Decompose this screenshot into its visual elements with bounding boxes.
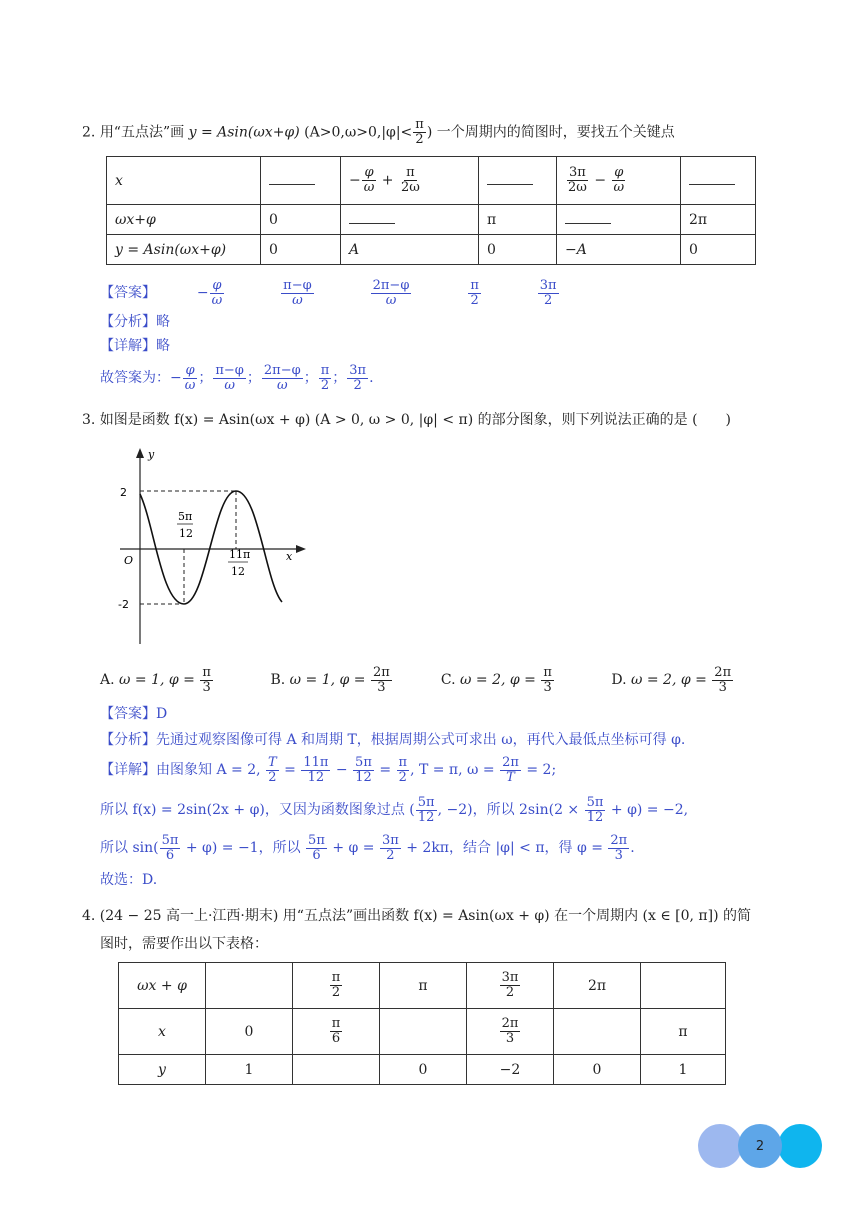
q2-blank	[269, 173, 315, 185]
sine-curve	[140, 491, 282, 604]
q3-answer: 【答案】D	[100, 706, 168, 722]
q4-r1c5: $\frac{3\pi}{2}$	[467, 963, 554, 1009]
q3-options	[100, 662, 734, 698]
q2-blank	[689, 173, 735, 185]
q3-detail-1: 【详解】由图象知 A = 2, $\frac{T}{2}$ = $\frac{11\pi}{12}$ − $\frac{5\pi}{12}$ = $\frac{\pi}{2}$ , T = π, ω = $\frac{2\pi}{T}$ = 2;	[100, 754, 557, 785]
q2-row1-label: x	[107, 157, 261, 205]
q4-table	[118, 962, 726, 1085]
xtick-5pi12-den: 12	[179, 527, 193, 540]
option-d[interactable]: D. ω = 2, φ = $\frac{2\pi}{3}$	[611, 664, 732, 695]
q4-r1c3: $\frac{\pi}{2}$	[293, 963, 380, 1009]
q2-r2c1: 0	[261, 205, 341, 235]
q2-answer-1: $\frac{\varphi}{\omega}$	[211, 277, 223, 308]
q2-stem-frac-den: 2	[415, 132, 424, 147]
q2-r3c2: A	[341, 235, 479, 265]
q2-r2c2	[341, 205, 479, 235]
q4-r3c2: 1	[206, 1055, 293, 1085]
q4-r3c3	[293, 1055, 380, 1085]
q4-stem-1: 4. (24 − 25 高一上·江西·期末) 用“五点法”画出函数 f(x) = Asin(ωx + φ) 在一个周期内 (x ∈ [0, π]) 的简	[82, 908, 752, 924]
q2-blank	[565, 212, 611, 224]
q2-stem-cond: (A>0,ω>0,|φ|<	[304, 124, 413, 141]
q3-analysis: 【分析】先通过观察图像可得 A 和周期 T，根据周期公式可求出 ω，再代入最低点坐标可得 φ.	[100, 732, 686, 748]
ytick-2: 2	[120, 486, 127, 499]
q3-detail-3: 所以 sin( $\frac{5\pi}{6}$ + φ) = −1，所以 $\frac{5\pi}{6}$ + φ = $\frac{3\pi}{2}$ + 2kπ，结合 |φ| < π，得 φ = $\frac{2\pi}{3}$ .	[100, 832, 635, 863]
q2-r2c4	[557, 205, 681, 235]
q2-stem-frac-num: π	[415, 117, 424, 132]
q4-row2-label: x	[119, 1009, 206, 1055]
xtick-11pi12-den: 12	[231, 565, 245, 578]
q4-r1c6: 2π	[554, 963, 641, 1009]
q4-r2c3: $\frac{\pi}{6}$	[293, 1009, 380, 1055]
q2-r1c5	[681, 157, 756, 205]
option-c[interactable]: C. ω = 2, φ = $\frac{\pi}{3}$	[440, 664, 552, 695]
q2-stem-a: 用“五点法”画	[99, 124, 185, 141]
q2-stem-frac	[413, 118, 426, 147]
q4-row1-label: ωx + φ	[119, 963, 206, 1009]
q2-row2-label: ωx+φ	[107, 205, 261, 235]
q2-r1c4: $\frac{3\pi}{2\omega}$ − $\frac{\varphi}{\omega}$	[557, 157, 681, 205]
origin-label: O	[124, 554, 134, 567]
option-a[interactable]: A. ω = 1, φ = $\frac{\pi}{3}$	[100, 664, 211, 695]
q2-r1c2: − $\frac{\varphi}{\omega}$ + $\frac{\pi}{2\omega}$	[341, 157, 479, 205]
q2-answer: 【答案】 − $\frac{\varphi}{\omega}$ $\frac{\pi-\varphi}{\omega}$ $\frac{2\pi-\varphi}{\omega}$ $\frac{\pi}{2}$ $\frac{3\pi}{2}$	[100, 277, 557, 308]
q2-answer-5: $\frac{3\pi}{2}$	[539, 277, 557, 308]
page-circle-left	[698, 1124, 742, 1168]
q2-r2c3: π	[479, 205, 557, 235]
q3-graph	[100, 444, 330, 654]
q2-r1c3	[479, 157, 557, 205]
q3-final: 故选：D.	[100, 872, 158, 888]
q2-stem	[82, 118, 675, 147]
q4-stem-2: 图时，需要作出以下表格：	[100, 936, 268, 952]
q2-answer-tag: 【答案】	[100, 285, 156, 301]
q2-final: 故答案为：− $\frac{\varphi}{\omega}$ ； $\frac{\pi-\varphi}{\omega}$ ； $\frac{2\pi-\varphi}{\omega}$ ； $\frac{\pi}{2}$ ； $\frac{3\pi}{2}$ .	[100, 362, 374, 393]
xtick-11pi12-num: 11π	[229, 548, 251, 561]
q4-r2c4	[380, 1009, 467, 1055]
q2-detail: 【详解】略	[100, 338, 170, 354]
q4-r1c2	[206, 963, 293, 1009]
q4-r2c6	[554, 1009, 641, 1055]
q2-r3c3: 0	[479, 235, 557, 265]
ytick-neg2: -2	[118, 598, 129, 611]
q4-r1c4: π	[380, 963, 467, 1009]
q2-blank	[349, 212, 395, 224]
q2-answer-3: $\frac{2\pi-\varphi}{\omega}$	[372, 277, 410, 308]
q3-stem: 3. 如图是函数 f(x) = Asin(ωx + φ) (A > 0, ω > 0, |φ| < π) 的部分图象，则下列说法正确的是 ( )	[82, 412, 732, 428]
q2-stem-close: )	[426, 124, 433, 141]
q3-detail-2: 所以 f(x) = 2sin(2x + φ)，又因为函数图象过点 ( $\frac{5\pi}{12}$ , −2)，所以 2sin(2 × $\frac{5\pi}{12}$ + φ) = −2,	[100, 794, 689, 825]
q2-blank	[487, 173, 533, 185]
page-circle-center	[738, 1124, 782, 1168]
xtick-5pi12-num: 5π	[178, 510, 193, 523]
q2-answer-4: $\frac{\pi}{2}$	[470, 277, 479, 308]
q2-stem-b: 一个周期内的简图时，要找五个关键点	[436, 124, 675, 141]
q4-r1c7	[641, 963, 726, 1009]
q4-r3c7: 1	[641, 1055, 726, 1085]
x-label: x	[286, 550, 293, 563]
q4-r3c5: −2	[467, 1055, 554, 1085]
page-number: 2	[755, 1138, 765, 1154]
q4-row3-label: y	[119, 1055, 206, 1085]
q2-stem-formula: y = Asin(ωx+φ)	[188, 124, 300, 141]
q2-answer-2: $\frac{\pi-\varphi}{\omega}$	[283, 277, 312, 308]
y-axis-arrow	[136, 448, 144, 458]
page-circle-right	[778, 1124, 822, 1168]
q2-r3c1: 0	[261, 235, 341, 265]
q2-r1c1	[261, 157, 341, 205]
option-b[interactable]: B. ω = 1, φ = $\frac{2\pi}{3}$	[270, 664, 390, 695]
q2-r3c4: −A	[557, 235, 681, 265]
q4-r3c6: 0	[554, 1055, 641, 1085]
q2-number: 2.	[82, 124, 96, 141]
q4-r3c4: 0	[380, 1055, 467, 1085]
q4-r2c2: 0	[206, 1009, 293, 1055]
q2-row3-label: y = Asin(ωx+φ)	[107, 235, 261, 265]
q2-analysis: 【分析】略	[100, 314, 170, 330]
page-indicator	[698, 1124, 822, 1168]
q2-table	[106, 156, 756, 265]
q4-r2c5: $\frac{2\pi}{3}$	[467, 1009, 554, 1055]
q4-r2c7: π	[641, 1009, 726, 1055]
y-label: y	[148, 448, 155, 461]
q2-r3c5: 0	[681, 235, 756, 265]
q2-r2c5: 2π	[681, 205, 756, 235]
x-axis-arrow	[296, 545, 306, 553]
